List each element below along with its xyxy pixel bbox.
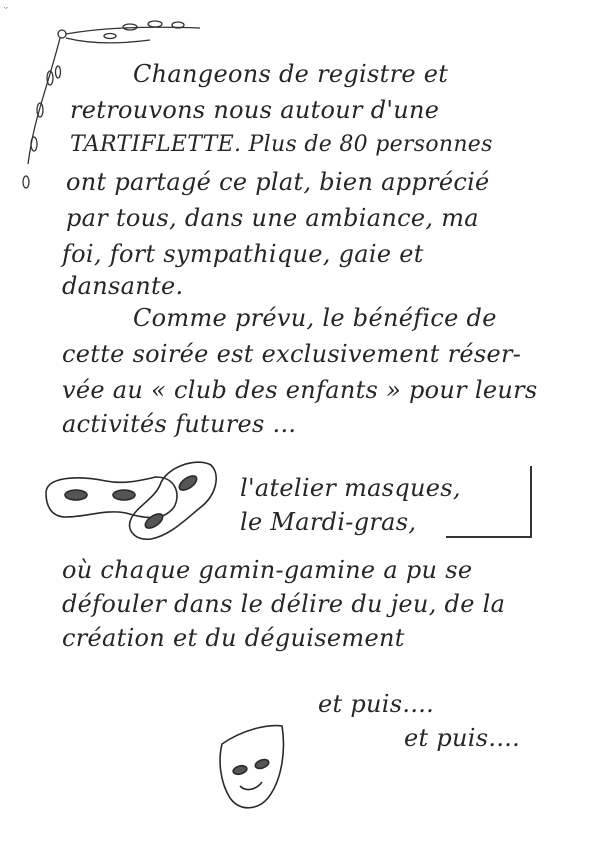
text-line: création et du déguisement bbox=[62, 624, 405, 652]
text-line: foi, fort sympathique, gaie et bbox=[62, 240, 424, 268]
text-line: et puis.... bbox=[318, 690, 435, 718]
text-line: où chaque gamin-gamine a pu se bbox=[62, 556, 473, 584]
smiling-theatre-mask-icon bbox=[212, 720, 292, 820]
text-line: cette soirée est exclusivement réser- bbox=[62, 340, 522, 368]
text-line: retrouvons nous autour d'une bbox=[70, 96, 440, 124]
text-line: Changeons de registre et bbox=[133, 60, 449, 88]
text-line: défouler dans le délire du jeu, de la bbox=[62, 590, 506, 618]
text-line: TARTIFLETTE. Plus de 80 personnes bbox=[70, 132, 493, 157]
text-line: l'atelier masques, bbox=[240, 474, 461, 502]
text-line: activités futures ... bbox=[62, 410, 297, 438]
text-line: par tous, dans une ambiance, ma bbox=[66, 204, 479, 232]
box-divider bbox=[530, 466, 532, 536]
text-line: vée au « club des enfants » pour leurs bbox=[62, 376, 538, 404]
box-divider bbox=[446, 536, 532, 538]
text-line: le Mardi-gras, bbox=[240, 508, 417, 536]
text-line: Comme prévu, le bénéfice de bbox=[133, 304, 497, 332]
text-line: dansante. bbox=[62, 272, 184, 300]
text-line: et puis.... bbox=[404, 724, 521, 752]
domino-mask-icon bbox=[36, 455, 226, 550]
corner-mark: ᵕ bbox=[4, 4, 8, 15]
text-line: ont partagé ce plat, bien apprécié bbox=[66, 168, 490, 196]
